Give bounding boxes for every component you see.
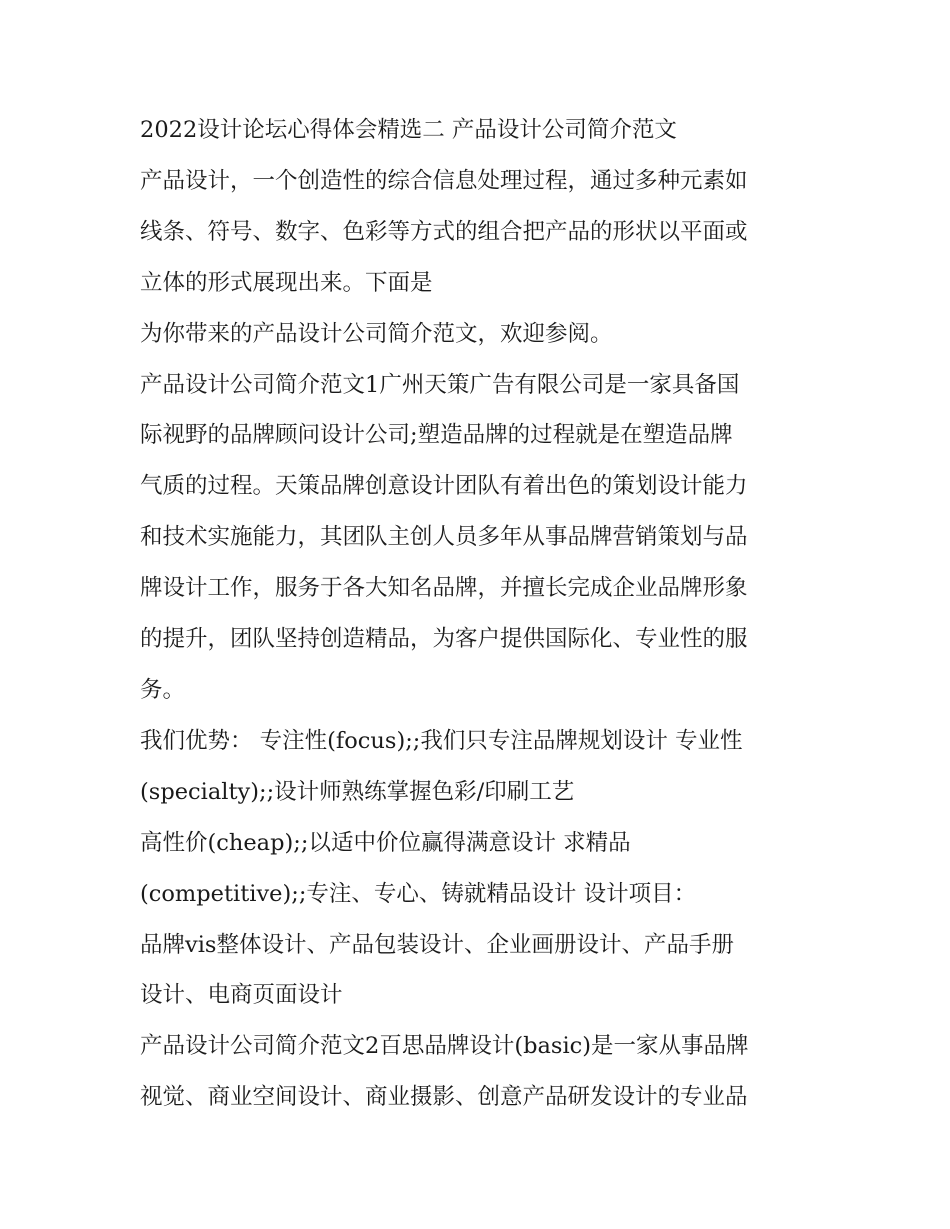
text-line: (competitive);;专注、专心、铸就精品设计 设计项目：: [140, 880, 697, 907]
text-line: (specialty);;设计师熟练掌握色彩/印刷工艺: [140, 778, 575, 805]
text-line: 我们优势： 专注性(focus);;我们只专注品牌规划设计 专业性: [140, 727, 743, 754]
text-line: 产品设计公司简介范文1广州天策广告有限公司是一家具备国: [140, 371, 740, 398]
text-line: 设计、电商页面设计: [140, 982, 343, 1009]
text-line: 立体的形式展现出来。下面是: [140, 269, 433, 296]
document-page: [140, 105, 820, 1123]
text-line: 的提升，团队坚持创造精品，为客户提供国际化、专业性的服: [140, 626, 748, 653]
welcome-paragraph: [140, 309, 820, 360]
projects-paragraph: [140, 920, 820, 1022]
text-line: 牌设计工作，服务于各大知名品牌，并擅长完成企业品牌形象: [140, 575, 748, 602]
text-line: 品牌vis整体设计、产品包装设计、企业画册设计、产品手册: [140, 931, 734, 958]
text-line: 线条、符号、数字、色彩等方式的组合把产品的形状以平面或: [140, 218, 748, 245]
text-line: 务。: [140, 676, 186, 703]
intro-paragraph: [140, 156, 820, 309]
text-line: 为你带来的产品设计公司简介范文，欢迎参阅。: [140, 320, 613, 347]
text-line: 和技术实施能力，其团队主创人员多年从事品牌营销策划与品: [140, 524, 748, 551]
text-line: 视觉、商业空间设计、商业摄影、创意产品研发设计的专业品: [140, 1084, 748, 1111]
sample-1-paragraph: [140, 360, 820, 716]
text-line: 气质的过程。天策品牌创意设计团队有着出色的策划设计能力: [140, 473, 748, 500]
advantages-paragraph: [140, 716, 820, 818]
text-line: 产品设计，一个创造性的综合信息处理过程，通过多种元素如: [140, 167, 748, 194]
title-line: 2022设计论坛心得体会精选二 产品设计公司简介范文: [140, 117, 677, 143]
sample-2-paragraph: [140, 1021, 820, 1123]
text-line: 高性价(cheap);;以适中价位赢得满意设计 求精品: [140, 829, 631, 856]
document-title: [140, 105, 820, 156]
text-line: 产品设计公司简介范文2百思品牌设计(basic)是一家从事品牌: [140, 1033, 749, 1060]
text-line: 际视野的品牌顾问设计公司;塑造品牌的过程就是在塑造品牌: [140, 422, 733, 449]
advantages-continued-paragraph: [140, 818, 820, 920]
